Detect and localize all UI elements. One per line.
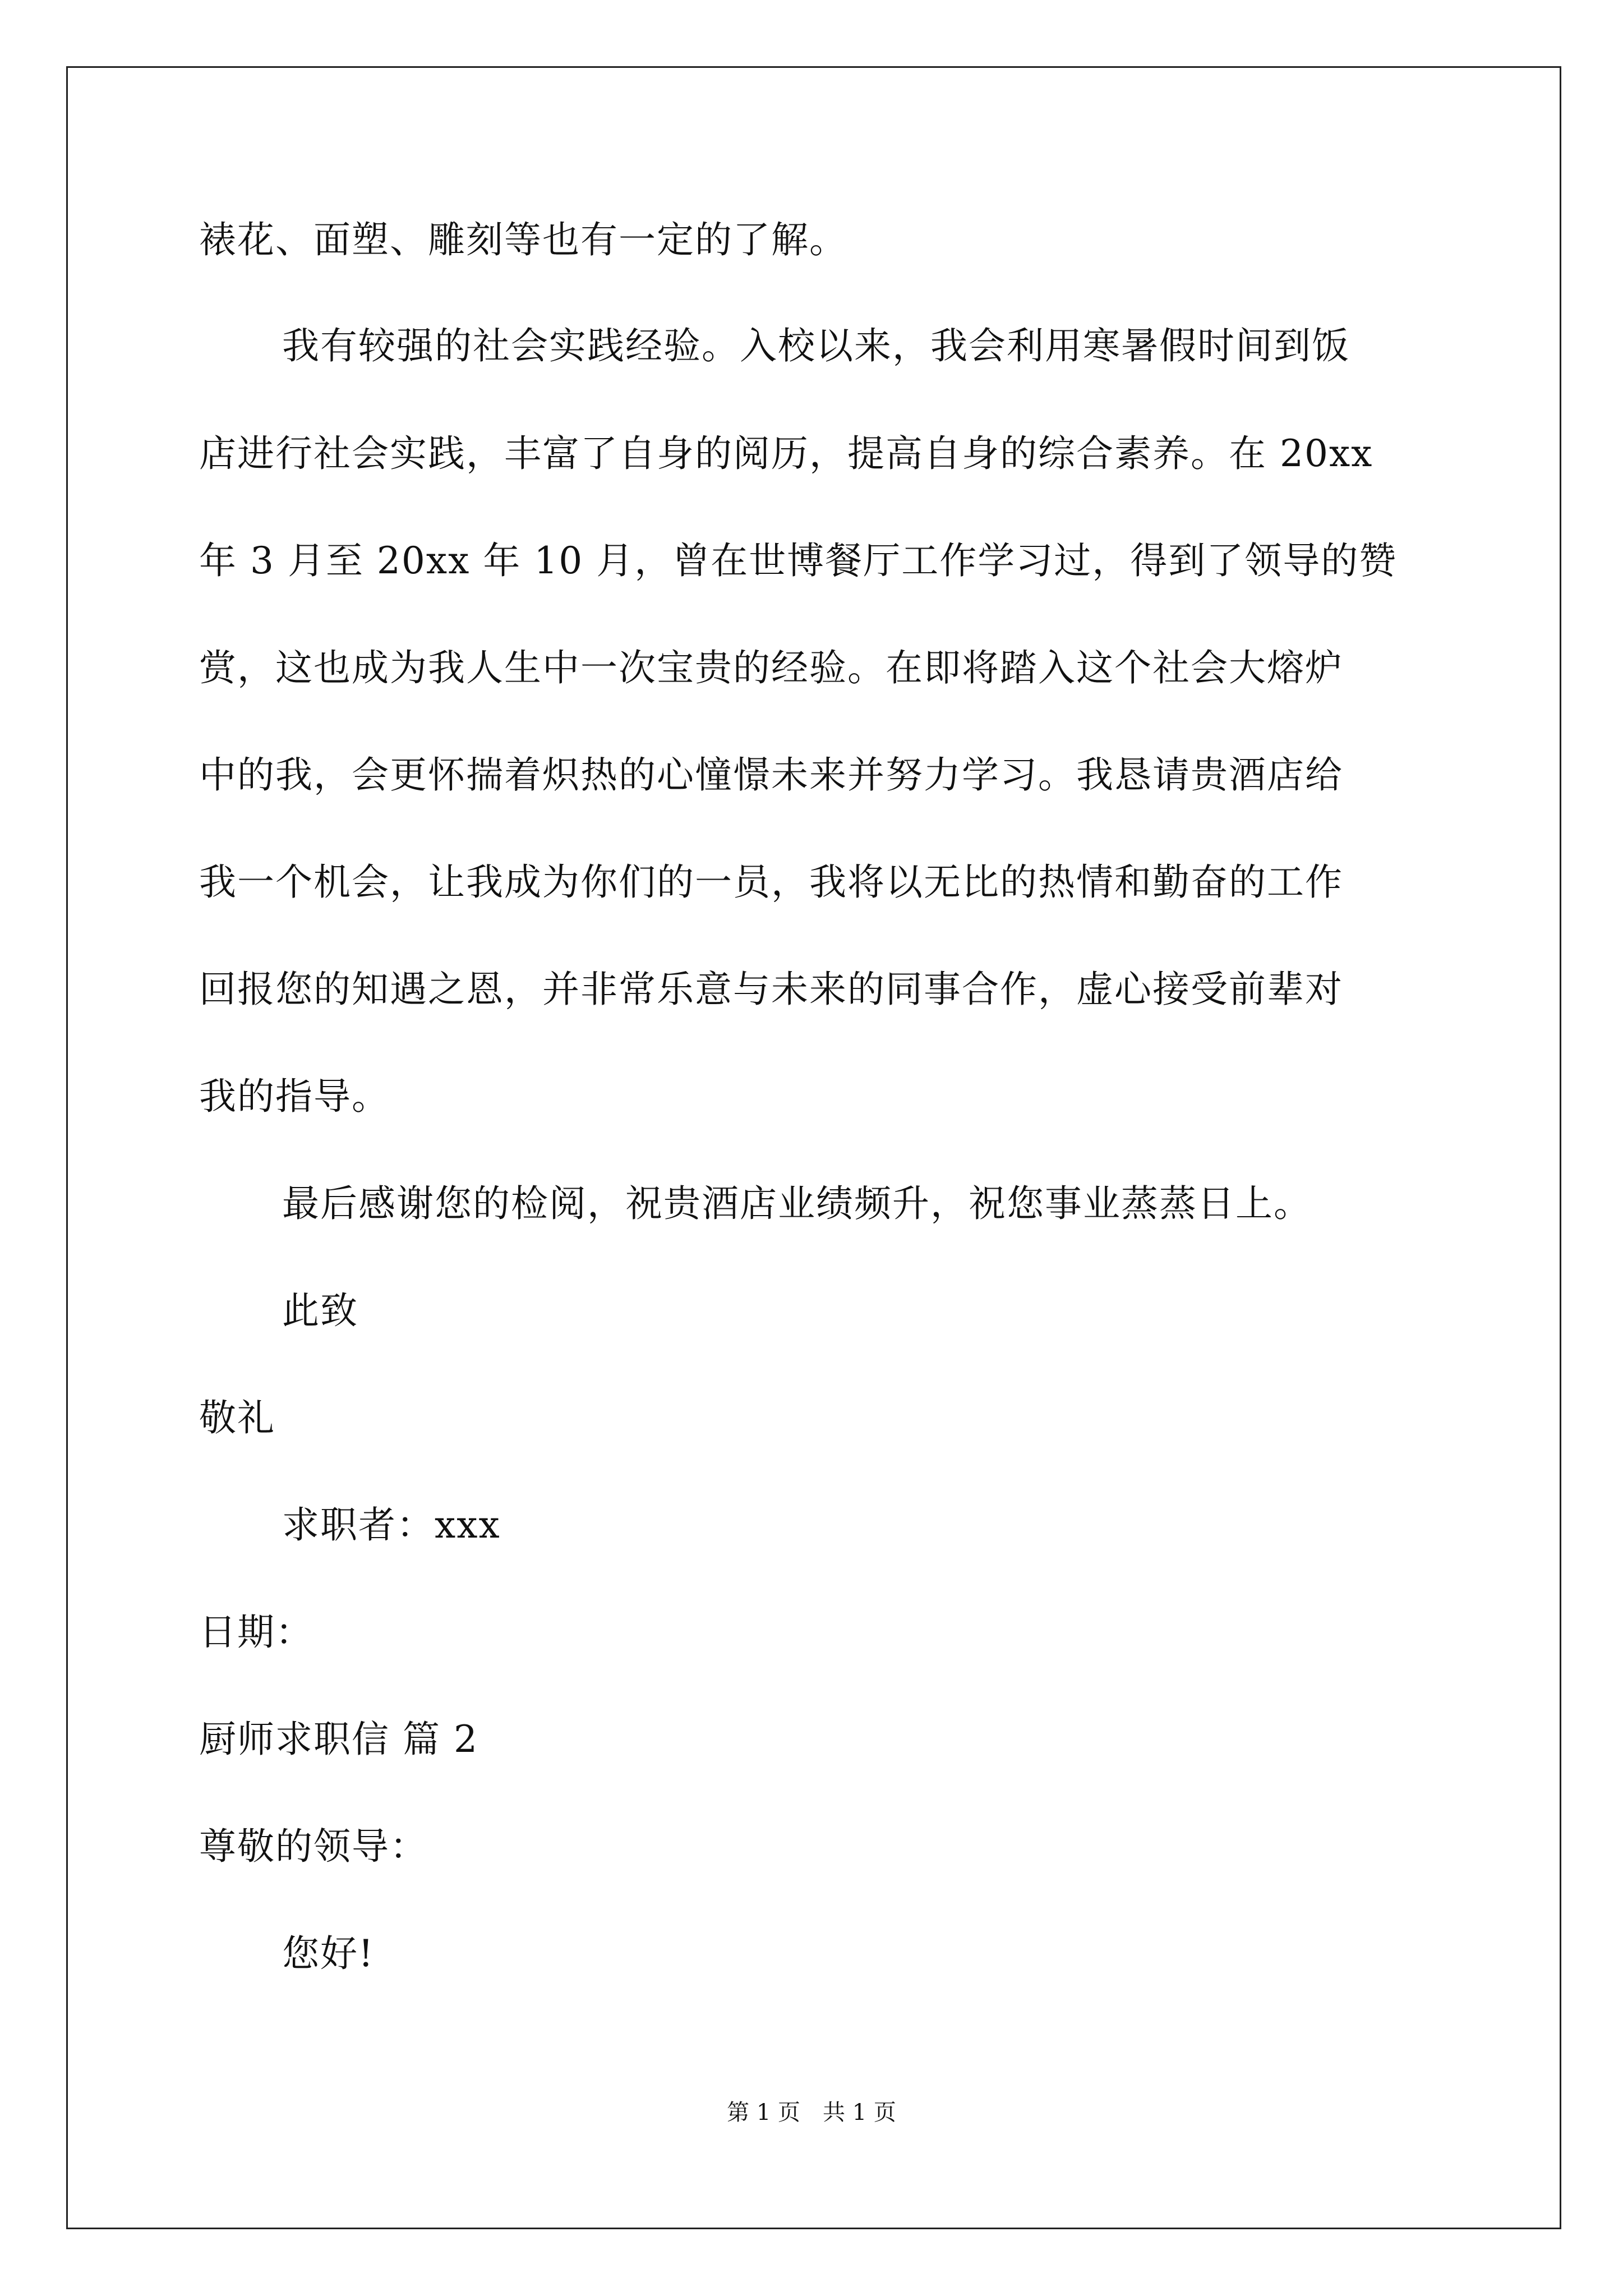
paragraph-line: 最后感谢您的检阅，祝贵酒店业绩频升，祝您事业蒸蒸日上。: [282, 1182, 1312, 1225]
page-border: [66, 66, 1561, 2229]
date-field: 日期：: [199, 1611, 313, 1654]
paragraph-line: 店进行社会实践，丰富了自身的阅历，提高自身的综合素养。在 20xx: [199, 432, 1373, 475]
page-footer: 第 1 页 共 1 页: [727, 2100, 896, 2125]
paragraph-line: 年 3 月至 20xx 年 10 月，曾在世博餐厅工作学习过，得到了领导的赞: [199, 539, 1398, 582]
greeting-line: 尊敬的领导：: [199, 1825, 428, 1868]
paragraph-line: 中的我，会更怀揣着炽热的心憧憬未来并努力学习。我恳请贵酒店给: [199, 753, 1343, 797]
paragraph-line: 我一个机会，让我成为你们的一员，我将以无比的热情和勤奋的工作: [199, 861, 1343, 904]
salutation-closing: 此致: [282, 1289, 358, 1332]
paragraph-line: 我有较强的社会实践经验。入校以来，我会利用寒暑假时间到饭: [282, 324, 1350, 367]
paragraph-line: 赏，这也成为我人生中一次宝贵的经验。在即将踏入这个社会大熔炉: [199, 646, 1343, 689]
greeting-hello: 您好!: [282, 1932, 375, 1975]
paragraph-line: 裱花、面塑、雕刻等也有一定的了解。: [199, 218, 847, 261]
salutation-regards: 敬礼: [199, 1396, 275, 1439]
paragraph-line: 回报您的知遇之恩，并非常乐意与未来的同事合作，虚心接受前辈对: [199, 968, 1343, 1011]
applicant-signature: 求职者：xxx: [282, 1503, 501, 1547]
section-title: 厨师求职信 篇 2: [199, 1718, 478, 1761]
paragraph-line: 我的指导。: [199, 1075, 390, 1118]
